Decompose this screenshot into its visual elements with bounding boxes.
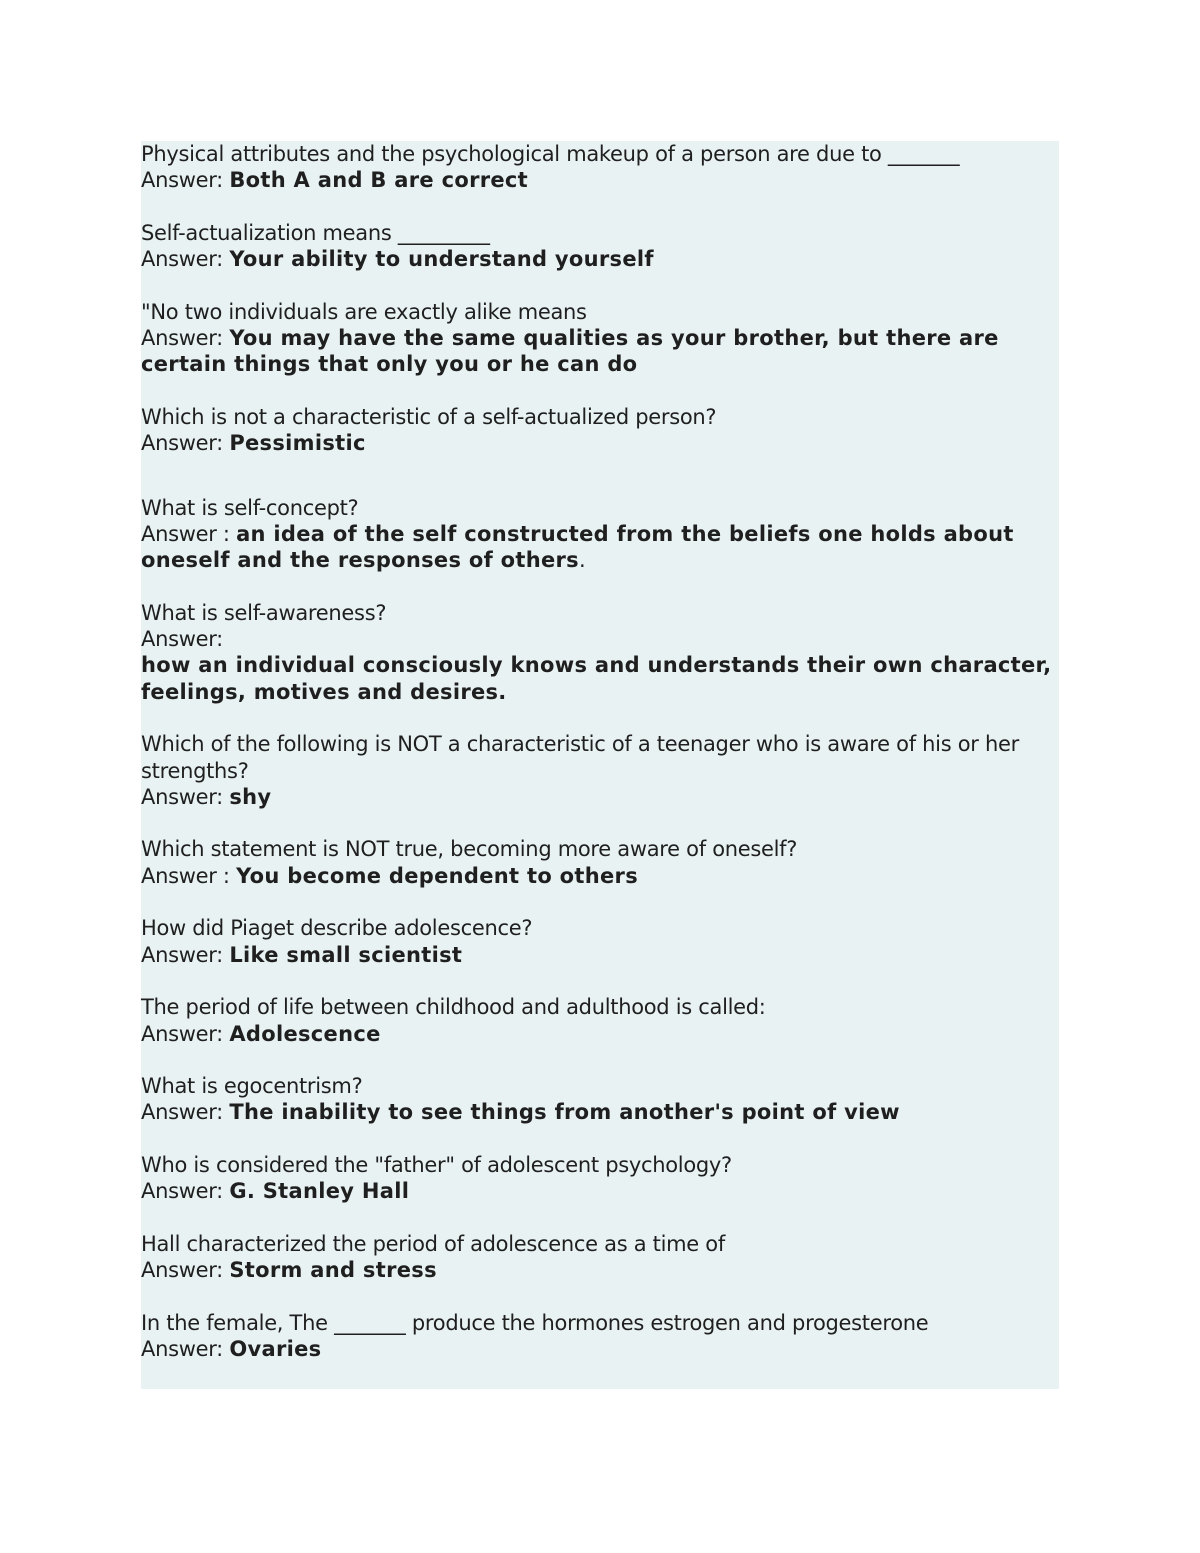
answer-text: G. Stanley Hall xyxy=(229,1179,410,1204)
answer-label: Answer: xyxy=(141,1021,230,1046)
answer-text: Both A and B are correct xyxy=(229,168,529,193)
answer-text: Storm and stress xyxy=(229,1258,437,1283)
question-text: "No two individuals are exactly alike means xyxy=(141,299,587,324)
answer-label: Answer : xyxy=(141,863,237,888)
answer-line xyxy=(141,521,1059,574)
qa-item-3 xyxy=(141,299,1059,378)
answer-line xyxy=(141,246,1059,272)
question-text: In the female, The _______ produce the hormones estrogen and progesterone xyxy=(141,1310,929,1335)
answer-line xyxy=(141,167,1059,193)
answer-text: Your ability to understand yourself xyxy=(229,247,654,272)
answer-label: Answer: xyxy=(141,1100,230,1125)
answer-line xyxy=(141,942,1059,968)
question-text: Which of the following is NOT a characteristic of a teenager who is aware of his or her strengths? xyxy=(141,732,1019,783)
qa-item-14 xyxy=(141,1310,1059,1363)
answer-line xyxy=(141,1178,1059,1204)
qa-item-10 xyxy=(141,994,1059,1047)
answer-label: Answer: xyxy=(141,431,230,456)
answer-text: how an individual consciously knows and understands their own character, feelings, motives and desires. xyxy=(141,653,1052,704)
qa-item-11 xyxy=(141,1073,1059,1126)
answer-line xyxy=(141,1257,1059,1283)
answer-suffix: . xyxy=(578,548,586,573)
answer-text: an idea of the self constructed from the beliefs one holds about oneself and the responses of others xyxy=(141,521,1014,573)
answer-line xyxy=(141,863,1059,889)
question-text: Who is considered the "father" of adolescent psychology? xyxy=(141,1152,732,1177)
answer-line xyxy=(141,1021,1059,1047)
answer-line xyxy=(141,1099,1059,1125)
answer-text: Adolescence xyxy=(229,1021,381,1046)
answer-label: Answer: xyxy=(141,247,230,272)
answer-line xyxy=(141,325,1059,378)
qa-item-4 xyxy=(141,404,1059,457)
answer-label: Answer: xyxy=(141,168,230,193)
qa-item-13 xyxy=(141,1231,1059,1284)
answer-text: shy xyxy=(229,784,272,809)
qa-item-2 xyxy=(141,220,1059,273)
question-text: Which is not a characteristic of a self-actualized person? xyxy=(141,404,717,429)
answer-text: Like small scientist xyxy=(229,942,463,967)
answer-label: Answer: xyxy=(141,627,223,652)
qa-item-1 xyxy=(141,141,1059,194)
question-text: Physical attributes and the psychological makeup of a person are due to _______ xyxy=(141,142,960,166)
answer-label: Answer: xyxy=(141,1258,230,1283)
question-text: What is egocentrism? xyxy=(141,1074,363,1099)
answer-line xyxy=(141,430,1059,456)
answer-label: Answer: xyxy=(141,784,230,809)
question-text: What is self-concept? xyxy=(141,495,359,520)
answer-label: Answer: xyxy=(141,326,230,351)
answer-text: Pessimistic xyxy=(229,431,366,456)
qa-item-9 xyxy=(141,915,1059,968)
answer-text: You may have the same qualities as your brother, but there are certain things that only you or he can do xyxy=(141,326,999,377)
qa-item-7 xyxy=(141,731,1059,810)
answer-label: Answer: xyxy=(141,942,230,967)
answer-label: Answer: xyxy=(141,1337,230,1362)
answer-label: Answer: xyxy=(141,1179,230,1204)
question-text: The period of life between childhood and adulthood is called: xyxy=(141,995,766,1020)
qa-item-12 xyxy=(141,1152,1059,1205)
answer-line xyxy=(141,1336,1059,1362)
answer-text: You become dependent to others xyxy=(236,863,638,888)
qa-item-8 xyxy=(141,836,1059,889)
answer-text: Ovaries xyxy=(229,1337,322,1362)
question-text: Self-actualization means _________ xyxy=(141,220,490,245)
answer-text: The inability to see things from another's point of view xyxy=(229,1100,900,1125)
question-text: Which statement is NOT true, becoming more aware of oneself? xyxy=(141,837,798,862)
question-text: What is self-awareness? xyxy=(141,600,387,625)
question-text: Hall characterized the period of adolescence as a time of xyxy=(141,1231,725,1256)
qa-item-6 xyxy=(141,600,1059,705)
question-text: How did Piaget describe adolescence? xyxy=(141,916,533,941)
qa-item-5 xyxy=(141,495,1059,574)
answer-line xyxy=(141,784,1059,810)
qa-document xyxy=(141,141,1059,1362)
answer-label: Answer : xyxy=(141,521,237,546)
